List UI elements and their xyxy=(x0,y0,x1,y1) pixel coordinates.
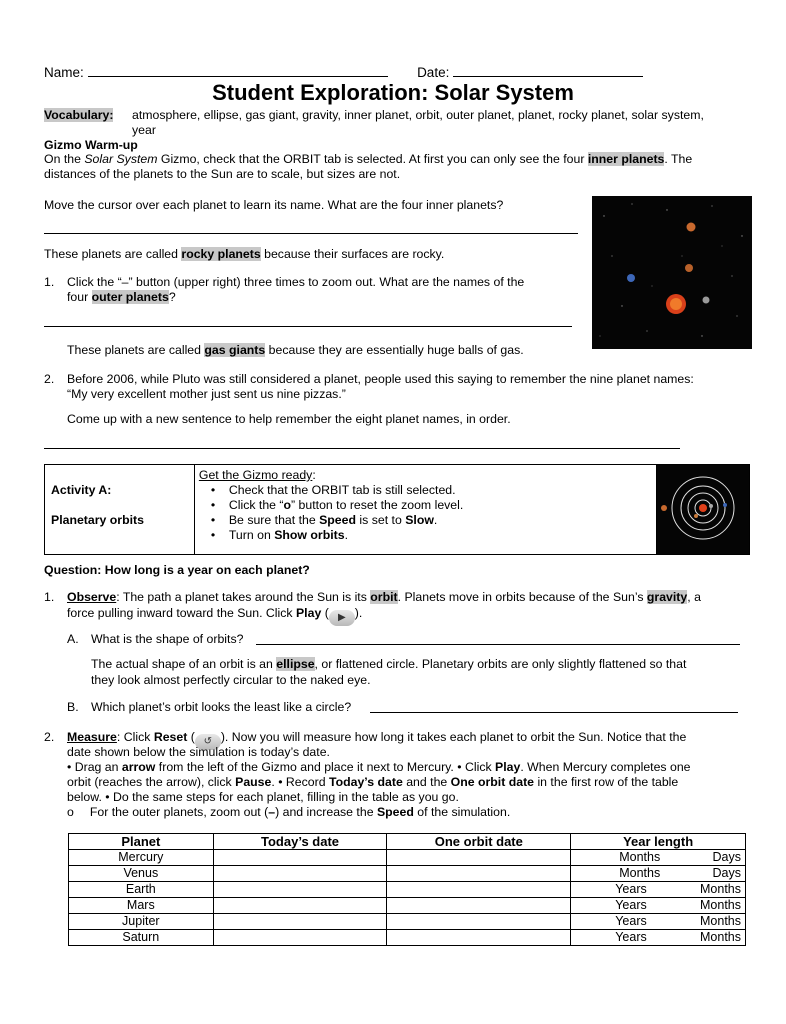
highlight-term: gas giants xyxy=(204,343,266,357)
text: Measure xyxy=(67,730,117,744)
text: ) and increase the xyxy=(275,805,377,819)
activity-label: Activity A: xyxy=(51,483,112,497)
text: Speed xyxy=(319,513,356,527)
text: , a xyxy=(687,590,701,604)
activity-setup-cell xyxy=(194,465,656,555)
name-blank[interactable] xyxy=(88,76,388,77)
activity-box xyxy=(44,464,750,555)
text: One orbit date xyxy=(450,775,535,789)
table-row xyxy=(69,866,746,882)
unit-label: Years xyxy=(615,914,647,928)
text: in the first row of the table xyxy=(534,775,679,789)
text: : The path a planet takes around the Sun is its xyxy=(116,590,371,604)
one-orbit-date-cell[interactable] xyxy=(387,898,571,914)
date-blank[interactable] xyxy=(453,76,643,77)
warmup-p2: Move the cursor over each planet to learn its name. What are the four inner planets? xyxy=(44,198,504,212)
text: Be sure that the xyxy=(228,513,320,527)
text: because they are essentially huge balls of gas. xyxy=(265,343,524,357)
todays-date-cell[interactable] xyxy=(213,882,387,898)
table-row xyxy=(69,898,746,914)
text: Get the Gizmo ready xyxy=(198,468,313,482)
one-orbit-date-cell[interactable] xyxy=(387,850,571,866)
setup-item: • Be sure that the Speed is set to Slow. xyxy=(210,513,438,527)
text: because their surfaces are rocky. xyxy=(260,247,445,261)
setup-item: • Turn on Show orbits. xyxy=(210,528,348,542)
text: Play xyxy=(295,606,322,620)
name-line xyxy=(44,65,643,80)
qa-after-line2: they look almost perfectly circular to the naked eye. xyxy=(91,673,371,687)
answer-line-orbit-shape[interactable] xyxy=(256,644,740,645)
unit-label: Days xyxy=(712,850,741,864)
unit-label: Months xyxy=(619,866,661,880)
one-orbit-date-cell[interactable] xyxy=(387,914,571,930)
year-length-cell[interactable] xyxy=(571,866,746,882)
todays-date-cell[interactable] xyxy=(213,898,387,914)
text: Reset xyxy=(153,730,188,744)
get-ready-heading xyxy=(199,468,652,483)
orbits-picture xyxy=(657,465,749,551)
text: four xyxy=(67,290,92,304)
text: ). Now you will measure how long it takes each planet to orbit the Sun. Notice that the xyxy=(220,730,687,744)
vocab-line-2: year xyxy=(132,123,156,137)
unit-label: Months xyxy=(700,914,741,928)
page-title: Student Exploration: Solar System xyxy=(212,80,574,105)
unit-label: Months xyxy=(700,898,741,912)
unit-label: Years xyxy=(615,930,647,944)
qb-number: B. xyxy=(67,700,79,714)
text: Speed xyxy=(376,805,414,819)
text: . When Mercury completes one xyxy=(520,760,691,774)
bullet: o xyxy=(67,805,74,819)
text: is set to xyxy=(356,513,406,527)
inner-planets-picture xyxy=(592,196,752,349)
text: Solar System xyxy=(84,152,158,166)
text: Slow xyxy=(405,513,434,527)
q1-line1: Click the “–” button (upper right) three times to zoom out. What are the names of the xyxy=(67,275,525,289)
text: – xyxy=(268,805,276,819)
table-header-row xyxy=(69,834,746,850)
highlight-term: gravity xyxy=(646,590,688,604)
measure-line2: date shown below the simulation is today’s date. xyxy=(67,745,330,759)
orbit-image-cell xyxy=(656,465,749,555)
q1-after xyxy=(67,343,524,358)
todays-date-cell[interactable] xyxy=(213,930,387,946)
setup-item: • Click the “o” button to reset the zoom level. xyxy=(210,498,464,512)
solar-system-image xyxy=(592,196,752,349)
year-length-cell[interactable] xyxy=(571,882,746,898)
vocab-label: Vocabulary: xyxy=(44,108,114,122)
text: . xyxy=(433,513,438,527)
reset-icon: ↺ xyxy=(195,734,221,750)
text: Click the “ xyxy=(228,498,284,512)
planet-name: Saturn xyxy=(69,930,214,946)
highlight-term: orbit xyxy=(370,590,398,604)
name-label: Name: xyxy=(44,65,84,80)
q2-line2: “My very excellent mother just sent us nine pizzas.” xyxy=(67,387,346,401)
observe-line2 xyxy=(67,606,362,626)
text: Gizmo, check that the ORBIT tab is selected. At first you can only see the four xyxy=(157,152,588,166)
text: and the xyxy=(402,775,451,789)
highlight-term: inner planets xyxy=(587,152,665,166)
answer-line-sentence[interactable] xyxy=(44,448,680,449)
text: Check that the ORBIT tab is still selected. xyxy=(228,483,456,497)
text: On the xyxy=(44,152,85,166)
text: of the simulation. xyxy=(413,805,511,819)
text: Show orbits xyxy=(274,528,345,542)
setup-list xyxy=(199,483,652,543)
observe-line1 xyxy=(67,590,701,605)
measure-number: 2. xyxy=(44,730,55,744)
header-todays-date: Today’s date xyxy=(213,834,387,850)
text: Play xyxy=(495,760,521,774)
planet-name: Mars xyxy=(69,898,214,914)
year-length-cell[interactable] xyxy=(571,914,746,930)
activity-title: Planetary orbits xyxy=(51,513,144,527)
highlight-term: outer planets xyxy=(91,290,169,304)
text: The actual shape of an orbit is an xyxy=(91,657,277,671)
play-icon: ▶ xyxy=(329,610,355,626)
q1-number: 1. xyxy=(44,275,55,289)
text: , or flattened circle. Planetary orbits are only slightly flattened so that xyxy=(314,657,687,671)
setup-item: • Check that the ORBIT tab is still selected. xyxy=(210,483,456,497)
q2-line3: Come up with a new sentence to help remember the eight planet names, in order. xyxy=(67,412,511,426)
warmup-p1 xyxy=(44,152,692,167)
date-label: Date: xyxy=(417,65,450,80)
text: from the left of the Gizmo and place it next to Mercury. • Click xyxy=(155,760,496,774)
one-orbit-date-cell[interactable] xyxy=(387,882,571,898)
answer-line-least-circular[interactable] xyxy=(370,712,738,713)
todays-date-cell[interactable] xyxy=(213,866,387,882)
header-one-orbit-date: One orbit date xyxy=(387,834,571,850)
text: Observe xyxy=(67,590,117,604)
text: Turn on xyxy=(228,528,275,542)
highlight-term: ellipse xyxy=(276,657,315,671)
unit-label: Years xyxy=(615,898,647,912)
qa-number: A. xyxy=(67,632,79,646)
q1-line2 xyxy=(67,290,176,305)
warmup-p3 xyxy=(44,247,444,262)
text: o xyxy=(283,498,292,512)
vocab-line-1: atmosphere, ellipse, gas giant, gravity, inner planet, orbit, outer planet, planet, rocky planet, solar system, xyxy=(132,108,704,122)
text: These planets are called xyxy=(67,343,205,357)
year-length-cell[interactable] xyxy=(571,930,746,946)
table-row xyxy=(69,930,746,946)
text: arrow xyxy=(121,760,156,774)
planet-name: Earth xyxy=(69,882,214,898)
answer-line-outer-planets[interactable] xyxy=(44,326,572,327)
text: : xyxy=(312,468,316,482)
text: • Drag an xyxy=(67,760,122,774)
measure-line5: below. • Do the same steps for each planet, filling in the table as you go. xyxy=(67,790,459,804)
text: . The xyxy=(664,152,693,166)
warmup-p1-line2: distances of the planets to the Sun are to scale, but sizes are not. xyxy=(44,167,401,181)
text: . • Record xyxy=(271,775,329,789)
unit-label: Years xyxy=(615,882,647,896)
qa-after-line1 xyxy=(91,657,686,672)
text: ). xyxy=(354,606,363,620)
text: . Planets move in orbits because of the Sun’s xyxy=(397,590,647,604)
planet-name: Mercury xyxy=(69,850,214,866)
year-length-cell[interactable] xyxy=(571,898,746,914)
highlight-term: rocky planets xyxy=(181,247,261,261)
activity-label-cell xyxy=(45,465,195,555)
year-length-cell[interactable] xyxy=(571,850,746,866)
measure-line3 xyxy=(67,760,691,775)
one-orbit-date-cell[interactable] xyxy=(387,866,571,882)
answer-line-inner-planets[interactable] xyxy=(44,233,578,234)
table-row xyxy=(69,914,746,930)
text: . xyxy=(344,528,348,542)
one-orbit-date-cell[interactable] xyxy=(387,930,571,946)
warmup-heading: Gizmo Warm-up xyxy=(44,138,138,152)
text: ( xyxy=(187,730,195,744)
text: : Click xyxy=(116,730,154,744)
text: ” button to reset the zoom level. xyxy=(291,498,464,512)
table-row xyxy=(69,882,746,898)
text: ( xyxy=(321,606,329,620)
planet-name: Jupiter xyxy=(69,914,214,930)
text: Pause xyxy=(235,775,272,789)
orbit-data-table xyxy=(68,833,746,946)
unit-label: Months xyxy=(700,882,741,896)
unit-label: Months xyxy=(700,930,741,944)
vocab-label-line xyxy=(44,108,113,123)
text: For the outer planets, zoom out ( xyxy=(89,805,269,819)
unit-label: Days xyxy=(712,866,741,880)
q2-number: 2. xyxy=(44,372,55,386)
measure-line4 xyxy=(67,775,678,790)
text: force pulling inward toward the Sun. Click xyxy=(67,606,296,620)
todays-date-cell[interactable] xyxy=(213,914,387,930)
header-planet: Planet xyxy=(69,834,214,850)
todays-date-cell[interactable] xyxy=(213,850,387,866)
planet-name: Venus xyxy=(69,866,214,882)
question-heading: Question: How long is a year on each planet? xyxy=(44,563,310,577)
measure-line6 xyxy=(67,805,510,820)
text: ? xyxy=(168,290,176,304)
qb-text: Which planet’s orbit looks the least like a circle? xyxy=(91,700,352,714)
qa-text: What is the shape of orbits? xyxy=(91,632,244,646)
text: These planets are called xyxy=(44,247,182,261)
observe-number: 1. xyxy=(44,590,55,604)
unit-label: Months xyxy=(619,850,661,864)
q2-line1: Before 2006, while Pluto was still considered a planet, people used this saying to remember the nine planet names: xyxy=(67,372,694,386)
header-year-length: Year length xyxy=(571,834,746,850)
text: orbit (reaches the arrow), click xyxy=(67,775,236,789)
table-row xyxy=(69,850,746,866)
text: Today’s date xyxy=(328,775,403,789)
